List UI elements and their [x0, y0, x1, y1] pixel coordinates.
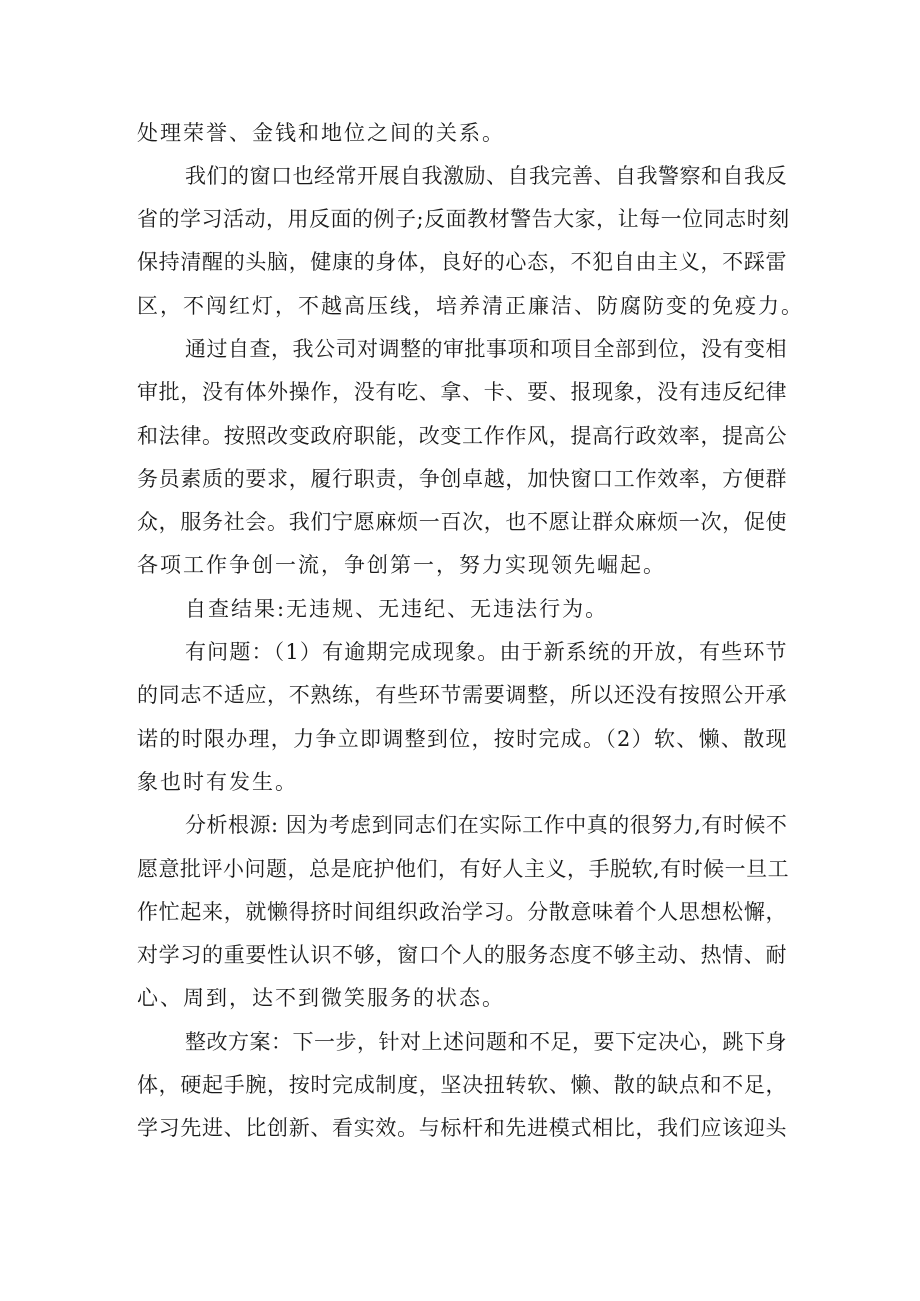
text-line: 对学习的重要性认识不够，窗口个人的服务态度不够主动、热情、耐: [137, 943, 787, 967]
text-line: 愿意批评小问题，总是庇护他们，有好人主义，手脱软,有时候一旦工: [137, 857, 790, 881]
text-line: 的同志不适应，不熟练，有些环节需要调整，所以还没有按照公开承: [137, 683, 787, 707]
text-line: 处理荣誉、金钱和地位之间的关系。: [137, 121, 505, 145]
text-line: 保持清醒的头脑，健康的身体，良好的心态，不犯自由主义，不踩雷: [137, 250, 787, 274]
paragraph-first-line: 我们的窗口也经常开展自我激励、自我完善、自我警察和自我反: [185, 164, 787, 188]
paragraph-first-line: 有问题：（1）有逾期完成现象。由于新系统的开放，有些环节: [185, 640, 787, 664]
text-line: 象也时有发生。: [137, 770, 298, 794]
text-line: 学习先进、比创新、看实效。与标杆和先进模式相比，我们应该迎头: [137, 1116, 787, 1140]
text-line: 省的学习活动，用反面的例子;反面教材警告大家，让每一位同志时刻: [137, 207, 790, 231]
text-line: 众，服务社会。我们宁愿麻烦一百次，也不愿让群众麻烦一次，促使: [137, 510, 787, 534]
paragraph-first-line: 整改方案：下一步，针对上述问题和不足，要下定决心，跳下身: [185, 1030, 787, 1054]
text-line: 和法律。按照改变政府职能，改变工作作风，提高行政效率，提高公: [137, 424, 787, 448]
text-line: 心、周到，达不到微笑服务的状态。: [137, 986, 505, 1010]
text-line: 作忙起来，就懒得挤时间组织政治学习。分散意味着个人思想松懈，: [137, 900, 787, 924]
text-line: 诺的时限办理，力争立即调整到位，按时完成。（2）软、懒、散现: [137, 727, 787, 751]
paragraph-first-line: 自查结果:无违规、无违纪、无违法行为。: [185, 597, 609, 621]
text-line: 审批，没有体外操作，没有吃、拿、卡、要、报现象，没有违反纪律: [137, 380, 787, 404]
text-line: 区，不闯红灯，不越高压线，培养清正廉洁、防腐防变的免疫力。: [137, 294, 804, 318]
text-line: 体，硬起手腕，按时完成制度，坚决扭转软、懒、散的缺点和不足，: [137, 1073, 787, 1097]
paragraph-first-line: 通过自查，我公司对调整的审批事项和项目全部到位，没有变相: [185, 337, 787, 361]
text-line: 各项工作争创一流，争创第一，努力实现领先崛起。: [137, 553, 666, 577]
paragraph-first-line: 分析根源: 因为考虑到同志们在实际工作中真的很努力,有时候不: [185, 813, 788, 837]
text-line: 务员素质的要求，履行职责，争创卓越，加快窗口工作效率，方便群: [137, 467, 787, 491]
